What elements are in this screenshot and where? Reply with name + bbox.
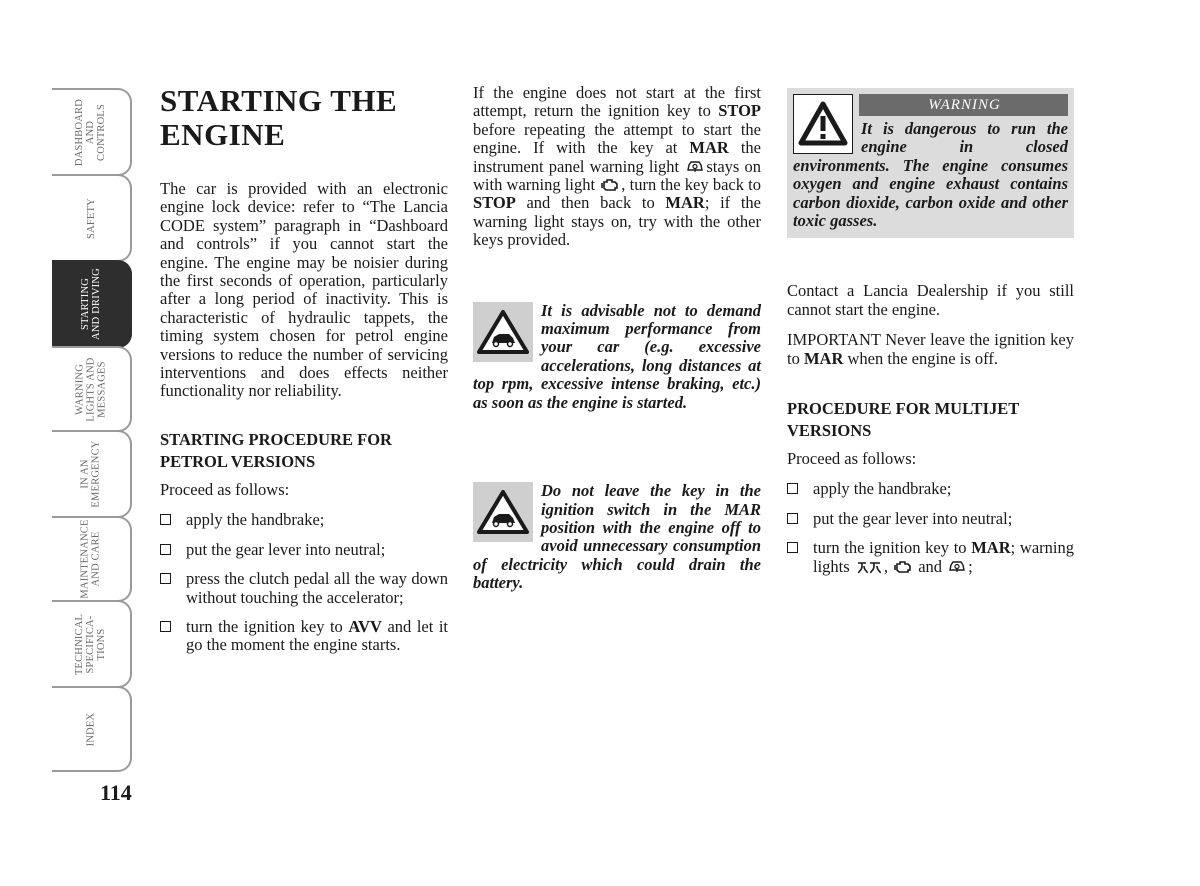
list-item: apply the handbrake;: [787, 480, 1074, 498]
tab-label: INDEX: [85, 712, 97, 746]
engine-check-icon: [894, 559, 912, 574]
tab-in-an-emergency[interactable]: [52, 430, 132, 518]
tab-label: WARNING LIGHTS AND MESSAGES: [74, 356, 108, 422]
tab-label: TECHNICAL SPECIFICA- TIONS: [74, 613, 108, 675]
list-item: apply the handbrake;: [160, 511, 448, 529]
tab-maintenance-and-care[interactable]: [52, 516, 132, 602]
contact-dealership-paragraph: Contact a Lancia Dealership if you still cannot start the engine.: [787, 281, 1074, 319]
tab-safety[interactable]: [52, 174, 132, 262]
multijet-procedure-lead: Proceed as follows:: [787, 449, 917, 469]
multijet-steps: [787, 480, 1074, 576]
caution-performance: It is advisable not to demand maximum performance from your car (e.g. excessive accelerations, long distances at top rpm, excessive intense braking, etc.) as soon as the engine is started.: [473, 300, 761, 412]
checkbox-bullet-icon: [787, 483, 798, 494]
page-title: STARTING THE ENGINE: [160, 83, 398, 152]
list-item: put the gear lever into neutral;: [787, 510, 1074, 528]
restart-paragraph: If the engine does not start at the first attempt, return the ignition key to STOP before repeating the attempt to start the engine. If with the key at MAR the instrument panel warning light stays on with warning light , turn the key back to STOP and then back to MAR; if the warning light stays on, try with the other keys provided.: [473, 83, 762, 250]
tab-label: IN AN EMERGENCY: [79, 440, 102, 508]
column-left: [160, 84, 448, 666]
checkbox-bullet-icon: [787, 542, 798, 553]
list-item: turn the ignition key to AVV and let it go the moment the engine starts.: [160, 618, 448, 655]
warning-text: It is dangerous to run the engine in closed environments. The engine consumes oxygen and engine exhaust contains carbon dioxide, carbon oxide and other toxic gasses.: [793, 119, 1068, 231]
list-item: put the gear lever into neutral;: [160, 541, 448, 559]
tab-label: STARTING AND DRIVING: [80, 268, 102, 340]
petrol-steps: [160, 511, 448, 654]
tab-technical-specifications[interactable]: [52, 600, 132, 688]
car-key-warning-icon: [686, 158, 704, 174]
key-position-avv: AVV: [348, 616, 382, 636]
checkbox-bullet-icon: [160, 514, 171, 525]
list-item: press the clutch pedal all the way down without touching the accelerator;: [160, 570, 448, 607]
car-key-warning-icon: [948, 558, 966, 574]
petrol-procedure-lead: Proceed as follows:: [160, 479, 290, 499]
glow-plug-icon: [856, 560, 882, 574]
engine-check-icon: [601, 177, 619, 192]
multijet-procedure-heading: PROCEDURE FOR MULTIJET VERSIONS: [787, 399, 1019, 441]
car-caution-triangle-icon: [473, 302, 533, 362]
page-number: 114: [100, 780, 132, 805]
petrol-procedure-heading: STARTING PROCEDURE FOR PETROL VERSIONS: [160, 429, 392, 471]
column-middle: [473, 84, 761, 593]
checkbox-bullet-icon: [160, 544, 171, 555]
important-paragraph: IMPORTANT Never leave the ignition key to MAR when the engine is off.: [787, 330, 1074, 368]
warning-heading: WARNING: [859, 94, 1068, 116]
list-item: turn the ignition key to MAR; warning lights , and ;: [787, 539, 1074, 576]
exclamation-triangle-icon: [793, 94, 853, 154]
tab-index[interactable]: [52, 686, 132, 772]
tab-starting-and-driving[interactable]: [52, 260, 132, 348]
caution-key-in-ignition: Do not leave the key in the ignition switch in the MAR position with the engine off to avoid unnecessary consumption of electricity which could drain the battery.: [473, 481, 761, 593]
intro-paragraph: The car is provided with an electronic engine lock device: refer to “The Lancia CODE system” paragraph in “Dashboard and controls” if you cannot start the engine. The engine may be noisier during the first seconds of operation, particularly after a long period of inactivity. This is characteristic of hydraulic tappets, the timing system chosen for petrol engine versions to reduce the number of servicing interventions and does effects neither functionality nor reliability.: [160, 179, 448, 401]
car-caution-triangle-icon: [473, 482, 533, 542]
tab-label: DASHBOARD AND CONTROLS: [74, 98, 108, 166]
tab-warning-lights-and-messages[interactable]: [52, 346, 132, 432]
tab-label: MAINTENANCE AND CARE: [80, 519, 103, 599]
tab-dashboard-and-controls[interactable]: [52, 88, 132, 176]
warning-box: [787, 88, 1074, 238]
checkbox-bullet-icon: [160, 573, 171, 584]
checkbox-bullet-icon: [160, 621, 171, 632]
checkbox-bullet-icon: [787, 513, 798, 524]
tab-label: SAFETY: [85, 197, 97, 239]
column-right: [787, 88, 1074, 587]
